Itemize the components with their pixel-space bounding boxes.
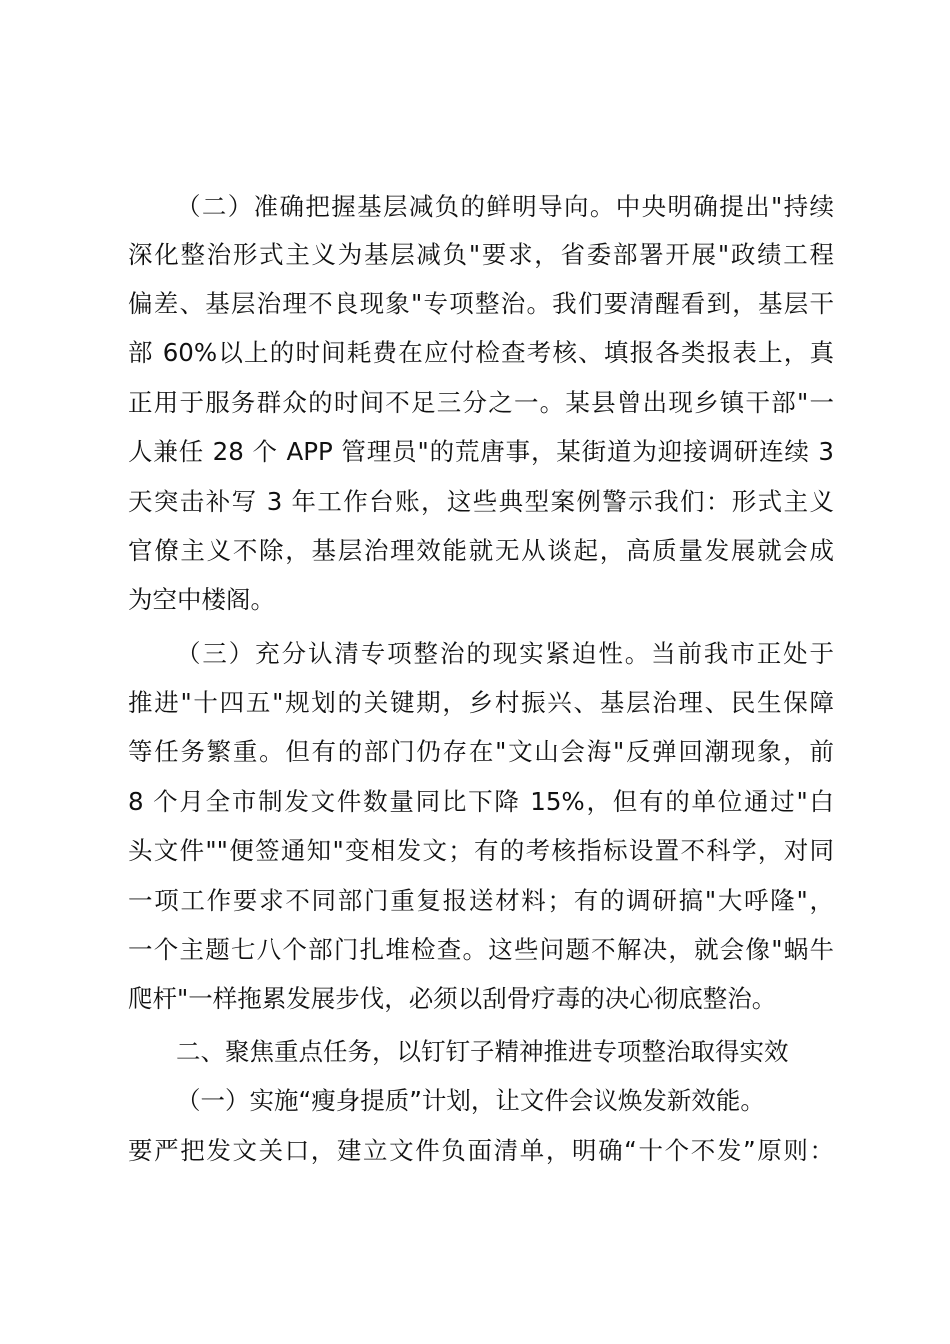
paragraph-2-line-8: 官僚主义不除，基层治理效能就无从谈起，高质量发展就会成 — [128, 536, 834, 565]
paragraph-2-line-1: （二）准确把握基层减负的鲜明导向。中央明确提出"持续 — [176, 192, 834, 221]
paragraph-2-line-6: 人兼任 28 个 APP 管理员"的荒唐事，某街道为迎接调研连续 3 — [128, 437, 834, 466]
subsection-line-1: 要严把发文关口，建立文件负面清单，明确“十个不发”原则： — [128, 1136, 834, 1165]
paragraph-3-line-8: 爬杆"一样拖累发展步伐，必须以刮骨疗毒的决心彻底整治。 — [128, 984, 777, 1013]
paragraph-2-line-3: 偏差、基层治理不良现象"专项整治。我们要清醒看到，基层干 — [128, 289, 834, 318]
paragraph-3-line-7: 一个主题七八个部门扎堆检查。这些问题不解决，就会像"蜗牛 — [128, 935, 834, 964]
paragraph-3-line-6: 一项工作要求不同部门重复报送材料；有的调研搞"大呼隆"， — [128, 886, 834, 915]
paragraph-2-line-2: 深化整治形式主义为基层减负"要求，省委部署开展"政绩工程 — [128, 240, 834, 269]
subsection-title: （一）实施“瘦身提质”计划，让文件会议焕发新效能。 — [176, 1086, 765, 1115]
paragraph-3-line-5: 头文件""便签通知"变相发文；有的考核指标设置不科学，对同 — [128, 836, 834, 865]
section-heading: 二、聚焦重点任务，以钉钉子精神推进专项整治取得实效 — [176, 1037, 789, 1066]
paragraph-3-line-4: 8 个月全市制发文件数量同比下降 15%，但有的单位通过"白 — [128, 787, 834, 816]
paragraph-3-line-2: 推进"十四五"规划的关键期，乡村振兴、基层治理、民生保障 — [128, 688, 834, 717]
paragraph-3-line-3: 等任务繁重。但有的部门仍存在"文山会海"反弹回潮现象，前 — [128, 737, 834, 766]
paragraph-3-line-1: （三）充分认清专项整治的现实紧迫性。当前我市正处于 — [176, 639, 834, 668]
paragraph-2-line-9: 为空中楼阁。 — [128, 585, 275, 614]
paragraph-2-line-4: 部 60%以上的时间耗费在应付检查考核、填报各类报表上，真 — [128, 338, 834, 367]
paragraph-2-line-5: 正用于服务群众的时间不足三分之一。某县曾出现乡镇干部"一 — [128, 388, 834, 417]
paragraph-2-line-7: 天突击补写 3 年工作台账，这些典型案例警示我们：形式主义 — [128, 487, 834, 516]
